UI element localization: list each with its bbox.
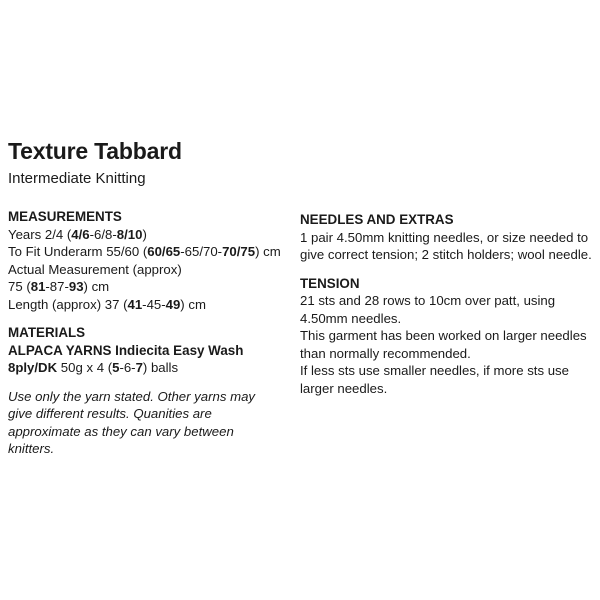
needles-text: 1 pair 4.50mm knitting needles, or size needed to give correct tension; 2 stitch holders; wool needle.: [300, 229, 592, 262]
actual-measurement-label: Actual Measurement (approx): [8, 261, 182, 277]
tension-gauge: 21 sts and 28 rows to 10cm over patt, using 4.50mm needles.: [300, 293, 556, 326]
measurements-heading: MEASUREMENTS: [8, 209, 122, 224]
materials-heading: MATERIALS: [8, 325, 86, 340]
yarn-quantity-line: 8ply/DK 50g x 4 (5-6-7) balls: [8, 360, 179, 375]
left-column: [8, 208, 300, 458]
length-line: Length (approx) 37 (41-45-49) cm: [8, 296, 206, 312]
needles-heading: NEEDLES AND EXTRAS: [300, 212, 454, 227]
yarn-note: Use only the yarn stated. Other yarns may give different results. Quanities are approximate as they can vary between knitters.: [8, 388, 256, 456]
yarn-name: ALPACA YARNS Indiecita Easy Wash: [8, 342, 244, 358]
pattern-title: Texture Tabbard: [8, 138, 182, 164]
tension-adjust-note: If less sts use smaller needles, if more sts use larger needles.: [300, 363, 569, 396]
skill-level: Intermediate Knitting: [8, 170, 146, 187]
right-column: [300, 211, 592, 397]
underarm-line: To Fit Underarm 55/60 (60/65-65/70-70/75) cm: [8, 244, 281, 259]
tension-heading: TENSION: [300, 275, 360, 291]
actual-measurement-line: 75 (81-87-93) cm: [8, 279, 110, 294]
tension-needle-note: This garment has been worked on larger needles than normally recommended.: [300, 328, 587, 361]
years-line: Years 2/4 (4/6-6/8-8/10): [8, 226, 147, 242]
